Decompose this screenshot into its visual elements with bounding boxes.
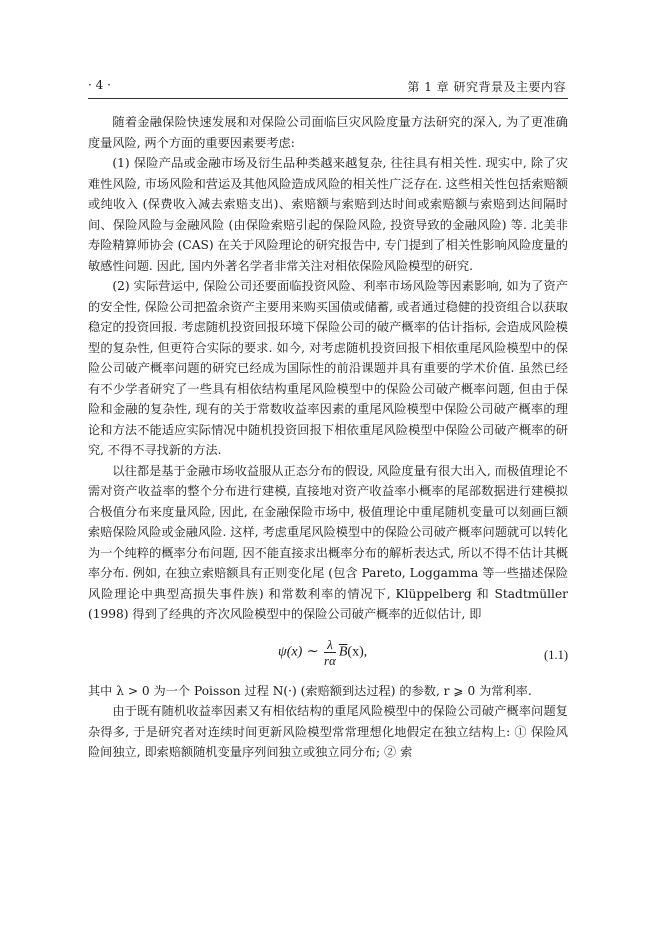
equation-1-1	[88, 629, 568, 679]
fraction-denominator: rα	[323, 652, 336, 668]
paragraph: (2) 实际营运中, 保险公司还要面临投资风险、利率市场风险等因素影响, 如为了资产的安全性, 保险公司把盈余资产主要用来购买国债或储蓄, 或者通过稳健的投资组合以获取稳定的投资回报. 考虑随机投资回报环境下保险公司的破产概率的估计指标, 会造成风险模型的复杂性, 但更符合实际的要求. 如今, 对考虑随机投资回报下相依重尾风险模型中的保险公司破产概率问题的研究已经成为国际性的前沿课题并具有重要的学术价值. 虽然已经有不少学者研究了一些具有相依结构重尾风险模型中的保险公司破产概率问题, 但由于保险和金融的复杂性, 现有的关于常数收益率因素的重尾风险模型中保险公司破产概率的理论和方法不能适应实际情况中随机投资回报下相依重尾风险模型中保险公司破产概率的研究, 不得不寻找新的方法.	[88, 279, 568, 457]
equation-lhs: ψ(x) ∼	[278, 644, 318, 660]
paragraph: 随着金融保险快速发展和对保险公司面临巨灾风险度量方法研究的深入, 为了更准确度量风险, 两个方面的重要因素要考虑:	[88, 115, 568, 150]
running-header	[88, 76, 568, 99]
fraction-numerator: λ	[324, 637, 336, 653]
equation-expression	[278, 637, 367, 668]
equation-number: (1.1)	[544, 647, 568, 662]
equation-fraction	[324, 637, 336, 668]
paragraph: 由于既有随机收益率因素又有相依结构的重尾风险模型中的保险公司破产概率问题复杂得多, 于是研究者对连续时间更新风险模型常常理想化地假定在独立结构上: ① 保险风险间独立, 即索赔额随机变量序列间独立或独立同分布; ② 索	[88, 704, 568, 759]
paragraph: 以往都是基于金融市场收益服从正态分布的假设, 风险度量有很大出入, 而极值理论不需对资产收益率的整个分布进行建模, 直接地对资产收益率小概率的尾部数据进行建模拟合极值分布来度量风险, 因此, 在金融保险市场中, 极值理论中重尾随机变量可以刻画巨额索赔保险风险或金融风险. 这样, 考虑重尾风险模型中的保险公司破产概率问题就可以转化为一个纯粹的概率分布问题, 因不能直接求出概率分布的解析表达式, 所以不得不估计其概率分布. 例如, 在独立索赔额具有正则变化尾 (包含 Pareto, Loggamma 等一些描述保险风险理论中典型高损失事件族) 和常数利率的情况下, Klüppelberg 和 Stadtmüller (1998) 得到了经典的齐次风险模型中的保险公司破产概率的近似估计, 即	[88, 463, 568, 621]
page-number: · 4 ·	[88, 78, 111, 92]
paragraph: (1) 保险产品或金融市场及衍生品种类越来越复杂, 往往具有相关性. 现实中, 除了灾难性风险, 市场风险和营运及其他风险造成风险的相关性广泛存在. 这些相关性包括索赔额或纯收入 (保费收入减去索赔支出)、索赔额与索赔到达时间或索赔额与索赔到达间隔时间、保险风险与金融风险 (由保险索赔引起的保险风险, 投资导致的金融风险) 等. 北美非寿险精算师协会 (CAS) 在关于风险理论的研究报告中, 专门提到了相关性影响风险度量的敏感性问题. 因此, 国内外著名学者非常关注对相依保险风险模型的研究.	[88, 156, 568, 273]
chapter-title: 第 1 章 研究背景及主要内容	[407, 80, 566, 94]
equation-rhs-arg: (x),	[347, 644, 368, 660]
equation-tail-symbol: $\overline{B}$	[338, 644, 348, 660]
page-body	[88, 112, 568, 763]
paragraph: 其中 λ > 0 为一个 Poisson 过程 N(·) (索赔额到达过程) 的参数, r ⩾ 0 为常利率.	[88, 683, 532, 698]
